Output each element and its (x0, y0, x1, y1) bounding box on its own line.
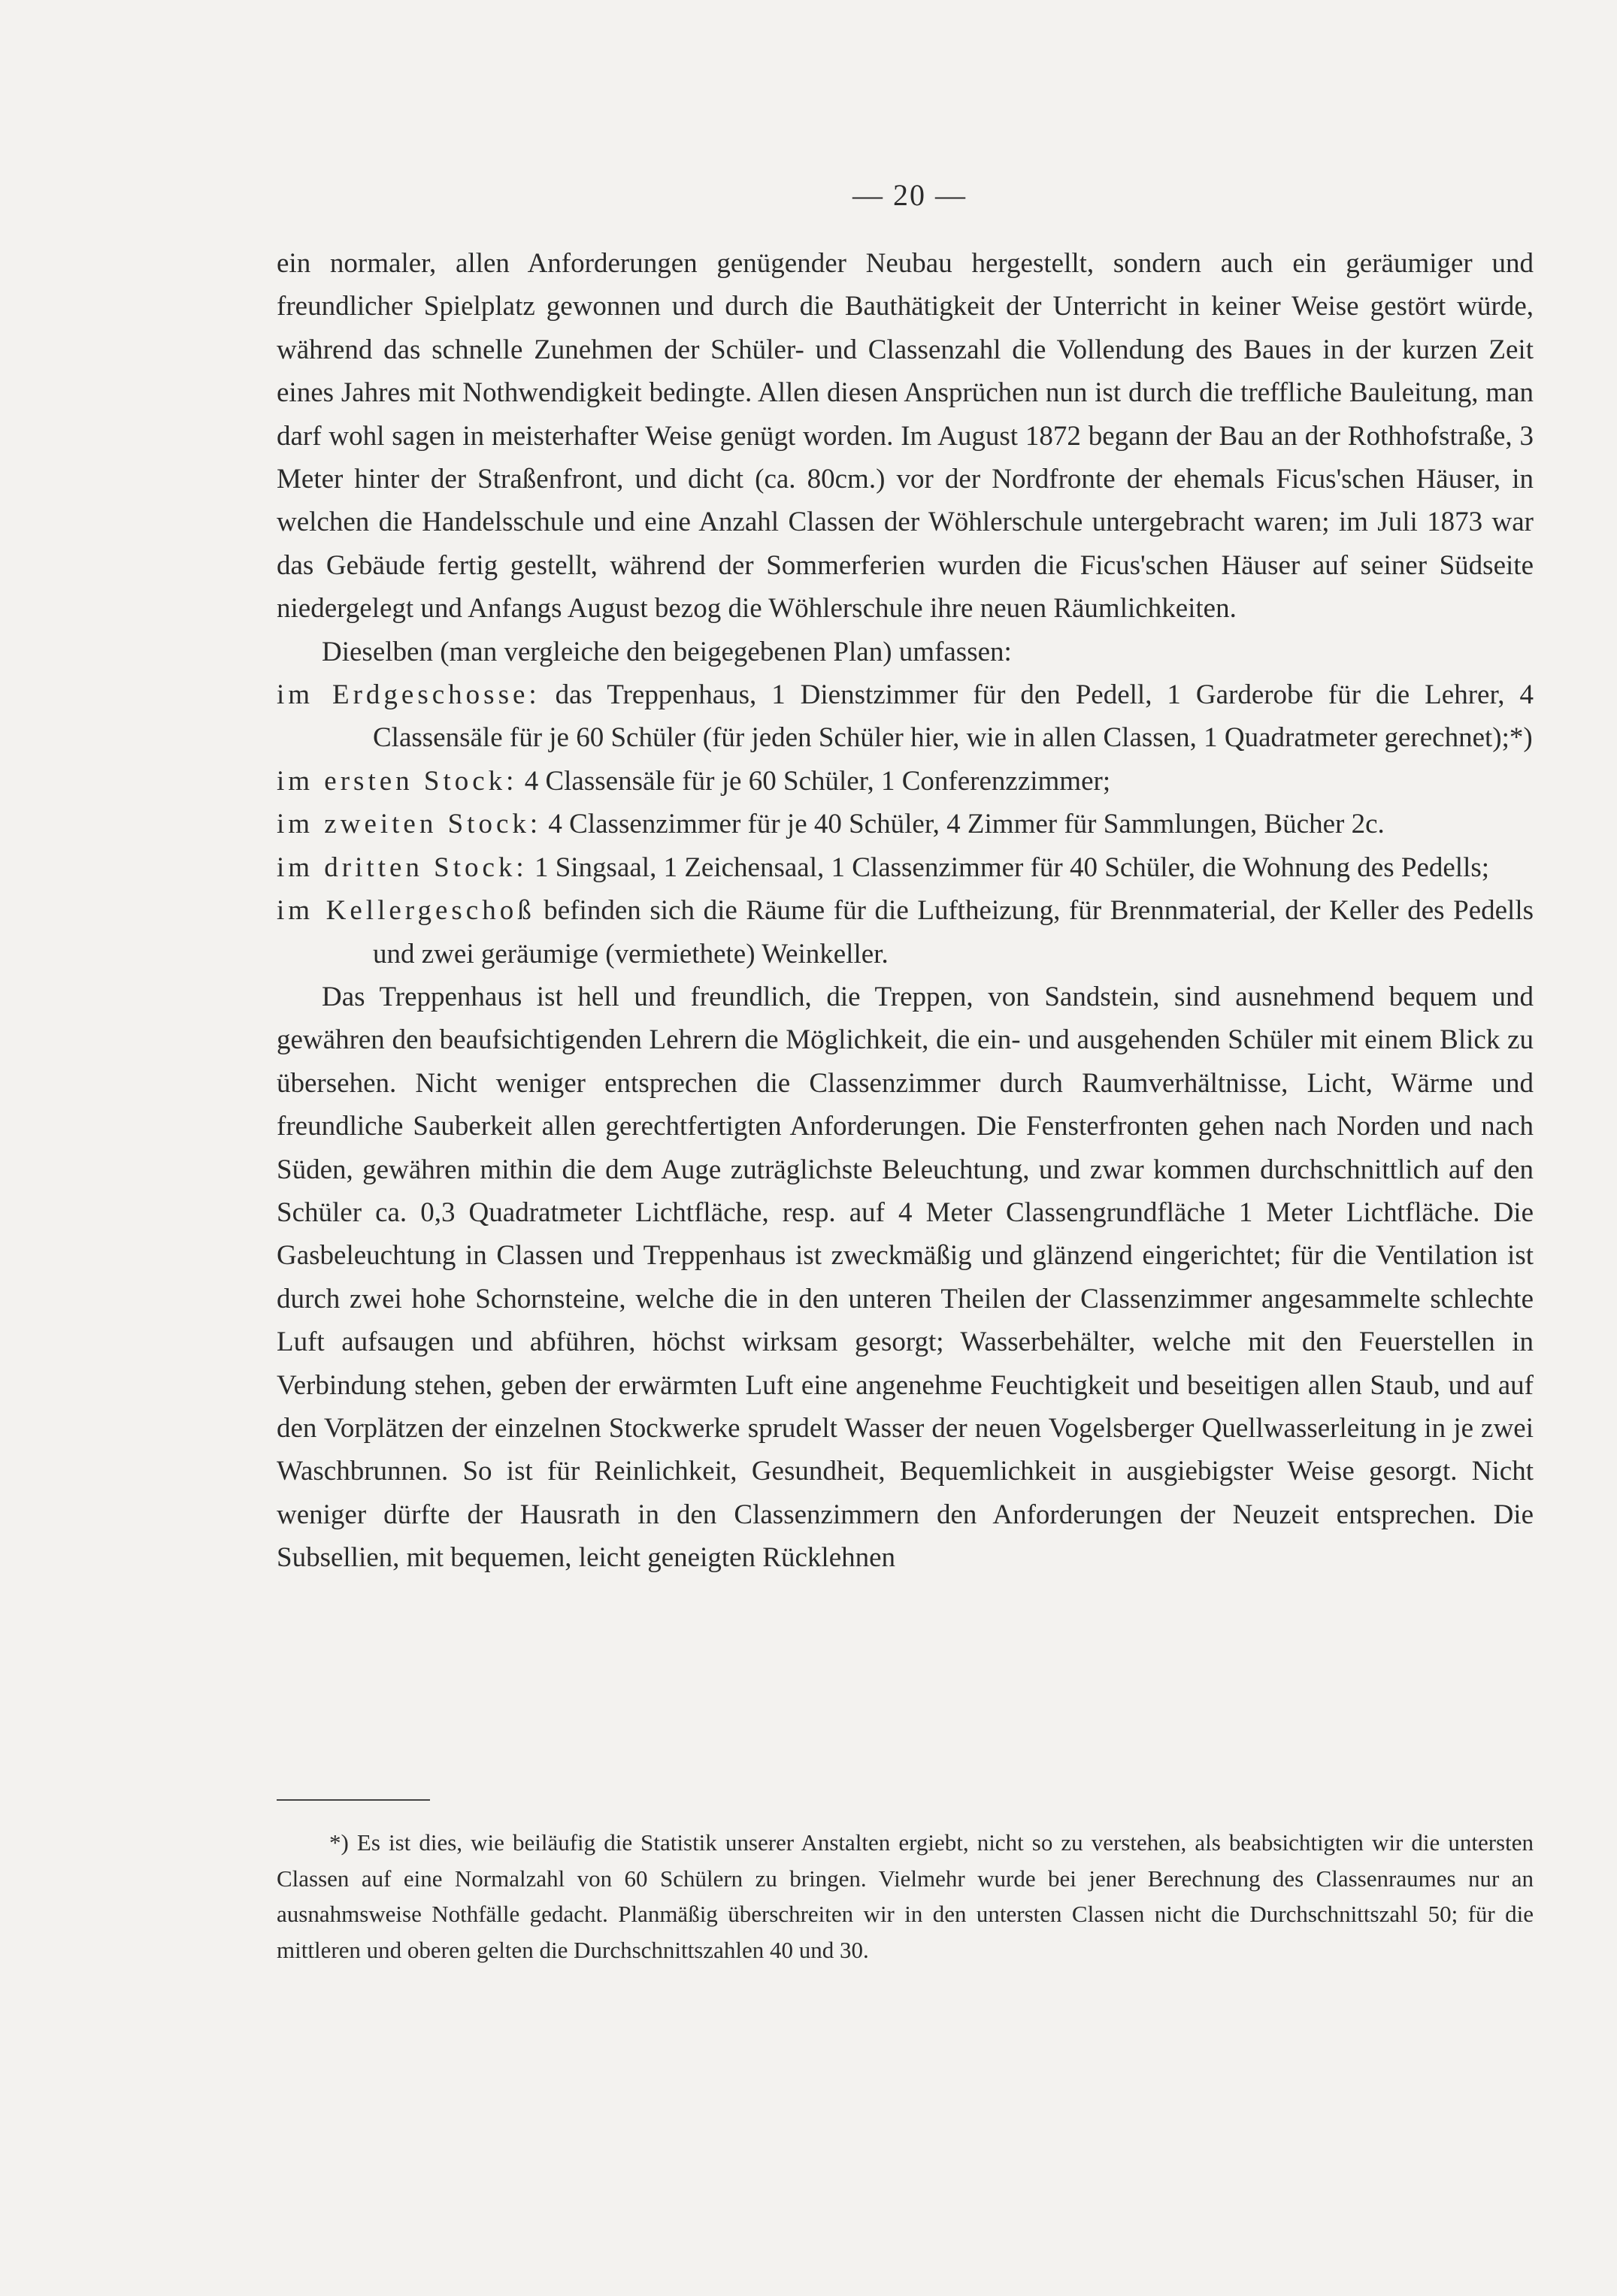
paragraph-staircase: Das Treppenhaus ist hell und freundlich, die Treppen, von Sandstein, sind ausnehmend bequem und gewähren den beaufsichtigenden Lehrern die Möglichkeit, die ein- und ausgehenden Schüler mit einem Blick zu übersehen. Nicht weniger entsprechen die Classenzimmer durch Raumverhältnisse, Licht, Wärme und freundliche Sauberkeit allen gerechtfertigten Anforderungen. Die Fensterfronten gehen nach Norden und nach Süden, gewähren mithin die dem Auge zuträglichste Beleuchtung, und zwar kommen durchschnittlich auf den Schüler ca. 0,3 Quadratmeter Lichtfläche, resp. auf 4 Meter Classengrundfläche 1 Meter Lichtfläche. Die Gasbeleuchtung in Classen und Treppenhaus ist zweckmäßig und glänzend eingerichtet; für die Ventilation ist durch zwei hohe Schornsteine, welche die in den unteren Theilen der Classenzimmer angesammelte schlechte Luft aufsaugen und abführen, höchst wirksam gesorgt; Wasserbehälter, welche mit den Feuerstellen in Verbindung stehen, geben der erwärmten Luft eine angenehme Feuchtigkeit und beseitigen allen Staub, und auf den Vorplätzen der einzelnen Stockwerke sprudelt Wasser der neuen Vogelsberger Quellwasserleitung in je zwei Waschbrunnen. So ist für Reinlichkeit, Gesundheit, Bequemlichkeit in ausgiebigster Weise gesorgt. Nicht weniger dürfte der Hausrath in den Classenzimmern den Anforderungen der Neuzeit entsprechen. Die Subsellien, mit bequemen, leicht geneigten Rücklehnen (277, 981, 1534, 1574)
room-entry-first-floor (277, 760, 1534, 803)
room-entry-ground-floor (277, 673, 1534, 760)
room-description: das Treppenhaus, 1 Dienstzimmer für den Pedell, 1 Garderobe für die Lehrer, 4 Classensäle für je 60 Schüler (für jeden Schüler hier, wie in allen Classen, 1 Quadratmeter gerechnet);*) (373, 679, 1534, 754)
floor-label: im zweiten Stock: (277, 809, 542, 840)
footnote-text: *) Es ist dies, wie beiläufig die Statistik unserer Anstalten ergiebt, nicht so zu verstehen, als beabsichtigten wir die untersten Classen auf eine Normalzahl von 60 Schülern zu bringen. Vielmehr wurde bei jener Berechnung des Classenraumes nur an ausnahmsweise Nothfälle gedacht. Planmäßig überschreiten wir in den untersten Classen nicht die Durchschnittszahl 50; für die mittleren und oberen gelten die Durchschnittszahlen 40 und 30. (277, 1829, 1534, 1963)
room-description: befinden sich die Räume für die Luftheizung, für Brennmaterial, der Keller des Pedells und zwei geräumige (vermiethete) Weinkeller. (373, 895, 1534, 970)
main-text (277, 242, 1534, 1580)
paragraph-rooms-intro: Dieselben (man vergleiche den beigegebenen Plan) umfassen: (322, 636, 1012, 667)
footnote (277, 1825, 1534, 1968)
room-description: 4 Classenzimmer für je 40 Schüler, 4 Zimmer für Sammlungen, Bücher 2c. (541, 809, 1385, 840)
room-entry-second-floor (277, 803, 1534, 845)
floor-label: im ersten Stock: (277, 765, 518, 797)
room-description: 4 Classensäle für je 60 Schüler, 1 Conferenzzimmer; (517, 765, 1111, 797)
paragraph-intro: ein normaler, allen Anforderungen genügender Neubau hergestellt, sondern auch ein geräumiger und freundlicher Spielplatz gewonnen und durch die Bauthätigkeit der Unterricht in keiner Weise gestört würde, während das schnelle Zunehmen der Schüler- und Classenzahl die Vollendung des Baues in der kurzen Zeit eines Jahres mit Nothwendigkeit bedingte. Allen diesen Ansprüchen nun ist durch die treffliche Bauleitung, man darf wohl sagen in meisterhafter Weise genügt worden. Im August 1872 begann der Bau an der Rothhofstraße, 3 Meter hinter der Straßenfront, und dicht (ca. 80cm.) vor der Nordfronte der ehemals Ficus'schen Häuser, in welchen die Handelsschule und eine Anzahl Classen der Wöhlerschule untergebracht waren; im Juli 1873 war das Gebäude fertig gestellt, während der Sommerferien wurden die Ficus'schen Häuser auf seiner Südseite niedergelegt und Anfangs August bezog die Wöhlerschule ihre neuen Räumlichkeiten. (277, 248, 1534, 625)
page-number: — 20 — (852, 178, 967, 212)
room-entry-third-floor (277, 846, 1534, 889)
footnote-divider (277, 1799, 430, 1801)
floor-label: im Erdgeschosse: (277, 679, 541, 711)
floor-label: im dritten Stock: (277, 852, 528, 883)
room-description: 1 Singsaal, 1 Zeichensaal, 1 Classenzimmer für 40 Schüler, die Wohnung des Pedells; (527, 852, 1490, 883)
floor-label: im Kellergeschoß (277, 895, 535, 927)
room-entry-basement (277, 889, 1534, 976)
